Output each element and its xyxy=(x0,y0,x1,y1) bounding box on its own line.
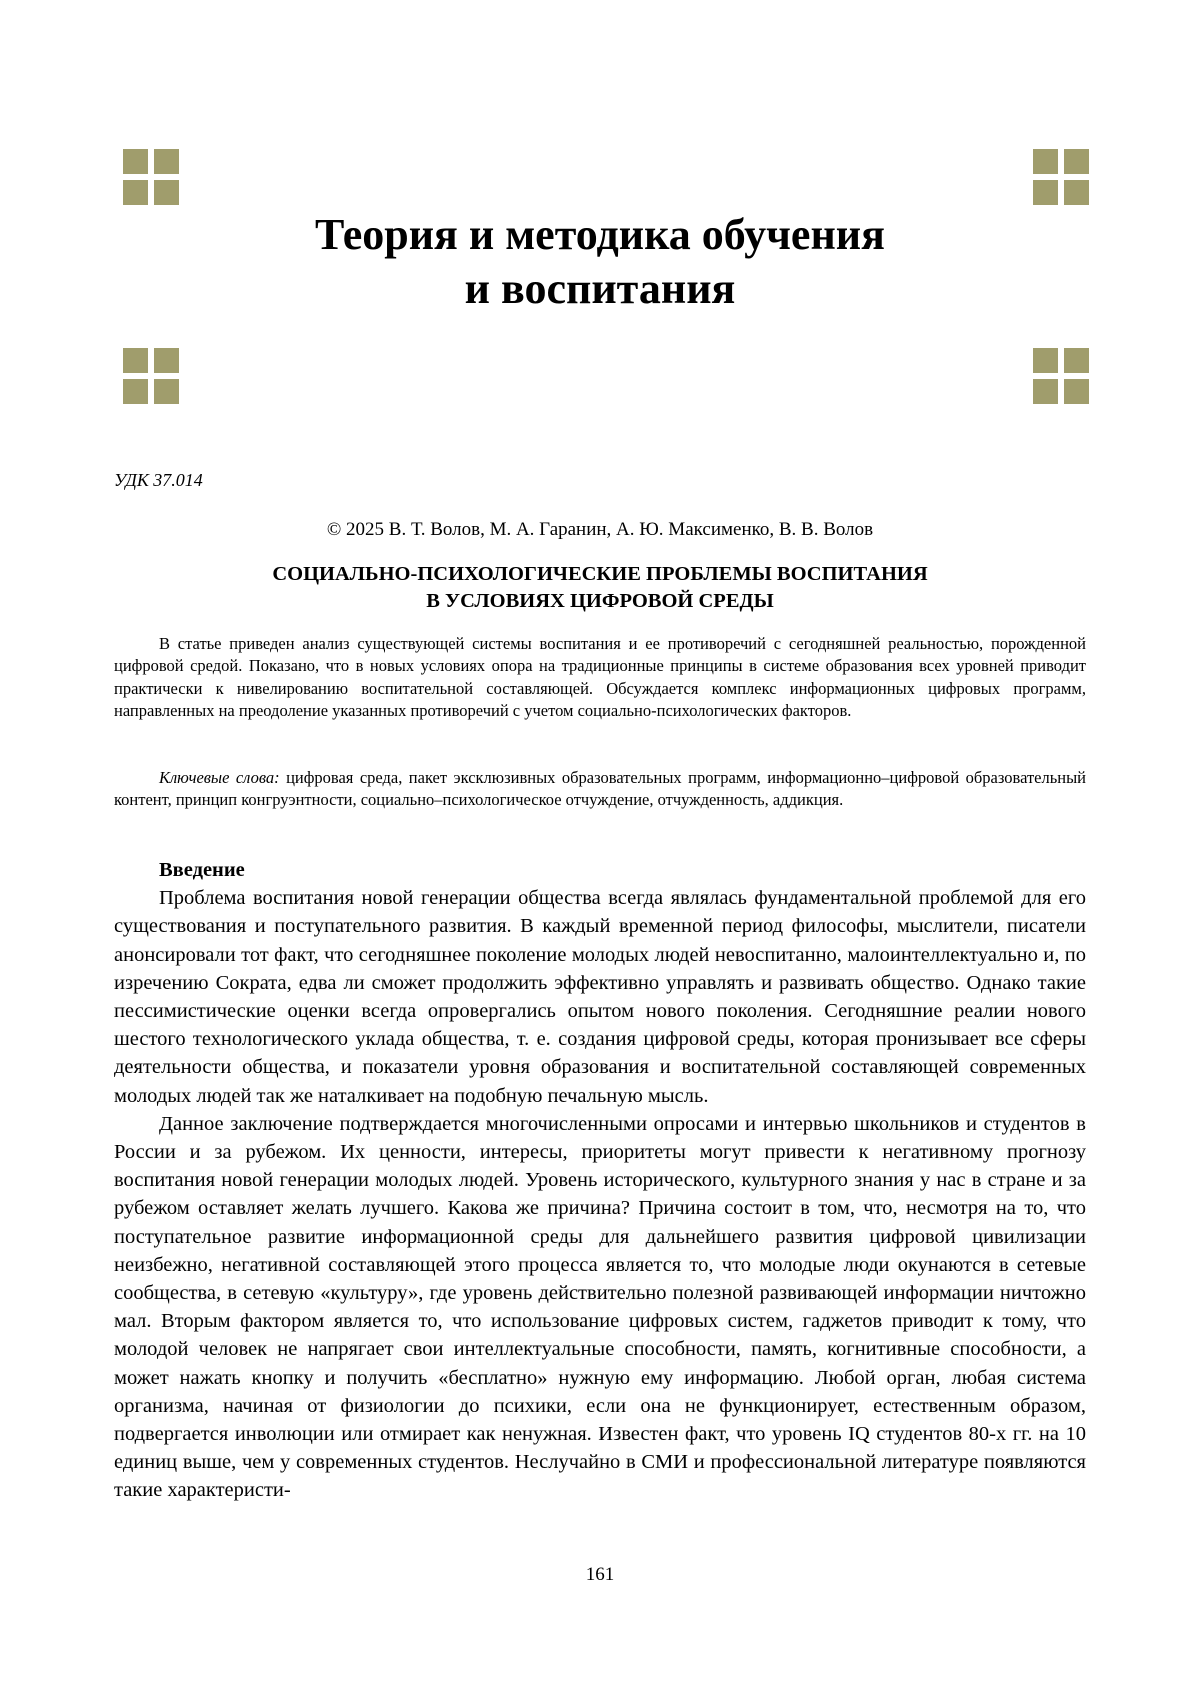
decorative-squares-top-right xyxy=(1033,149,1089,205)
body-paragraph-1: Проблема воспитания новой генерации общества всегда являлась фундаментальной проблемой для его существования и поступательного развития. В каждый временной период философы, мыслители, писатели анонсировали тот факт, что сегодняшнее поколение молодых людей невоспитанно, малоинтеллектуально и, по изречению Сократа, едва ли сможет продолжить эффективно управлять и развивать общество. Однако такие пессимистические оценки всегда опровергались опытом нового поколения. Сегодняшние реалии нового шестого технологического уклада общества, т. е. создания цифровой среды, которая пронизывает все сферы деятельности общества, и показатели уровня образования и воспитательной составляющей современных молодых людей так же наталкивает на подобную печальную мысль. xyxy=(114,887,1086,1107)
keywords-text: цифровая среда, пакет эксклюзивных образовательных программ, информационно–цифровой образовательный контент, принцип конгруэнтности, социально–психологическое отчуждение, отчужденность, аддикция. xyxy=(114,768,1086,810)
body-paragraph-2: Данное заключение подтверждается многочисленными опросами и интервью школьников и студентов в России и за рубежом. Их ценности, интересы, приоритеты могут привести к негативному прогнозу воспитания новой генерации молодых людей. Уровень исторического, культурного знания у нас в стране и за рубежом оставляет желать лучшего. Какова же причина? Причина состоит в том, что, несмотря на то, что поступательное развитие информационной среды для дальнейшего развития цифровой цивилизации неизбежно, негативной составляющей этого процесса является то, что молодые люди окунаются в сетевые сообщества, в сетевую «культуру», где уровень действительно полезной развивающей информации ничтожно мал. Вторым фактором является то, что использование цифровых систем, гаджетов приводит к тому, что молодой человек не напрягает свои интеллектуальные способности, память, когнитивные способности, а может нажать кнопку и получить «бесплатно» нужную ему информацию. Любой орган, любая система организма, начиная от физиологии до психики, если она не функционирует, естественным образом, подвергается инволюции или отмирает как ненужная. Известен факт, что уровень IQ студентов 80-х гг. на 10 единиц выше, чем у современных студентов. Неслучайно в СМИ и профессиональной литературе появляются такие характеристи- xyxy=(114,1112,1086,1502)
section-title-line2: и воспитания xyxy=(464,264,736,313)
authors-line: © 2025 В. Т. Волов, М. А. Гаранин, А. Ю. Максименко, В. В. Волов xyxy=(326,519,874,540)
article-body xyxy=(114,856,1086,1505)
intro-heading: Введение xyxy=(159,859,245,881)
decorative-squares-bottom-right xyxy=(1033,348,1089,404)
decorative-squares-top-left xyxy=(123,149,179,205)
abstract xyxy=(114,633,1086,722)
decorative-squares-bottom-left xyxy=(123,348,179,404)
section-title-line1: Теория и методика обучения xyxy=(315,210,885,259)
article-title xyxy=(0,561,1200,615)
keywords-label: Ключевые слова: xyxy=(159,768,280,787)
article-title-line1: СОЦИАЛЬНО-ПСИХОЛОГИЧЕСКИЕ ПРОБЛЕМЫ ВОСПИТАНИЯ xyxy=(272,563,928,585)
keywords-paragraph xyxy=(114,767,1086,812)
section-title xyxy=(200,208,1000,316)
udk-code: УДК 37.014 xyxy=(114,470,203,490)
abstract-text: В статье приведен анализ существующей системы воспитания и ее противоречий с сегодняшней реальностью, порожденной цифровой средой. Показано, что в новых условиях опора на традиционные принципы в системе образования всех уровней приводит практически к нивелированию воспитательной составляющей. Обсуждается комплекс информационных цифровых программ, направленных на преодоление указанных противоречий с учетом социально-психологических факторов. xyxy=(114,634,1086,720)
keywords xyxy=(114,767,1086,812)
page-number: 161 xyxy=(585,1564,615,1585)
article-title-line2: В УСЛОВИЯХ ЦИФРОВОЙ СРЕДЫ xyxy=(426,590,774,612)
